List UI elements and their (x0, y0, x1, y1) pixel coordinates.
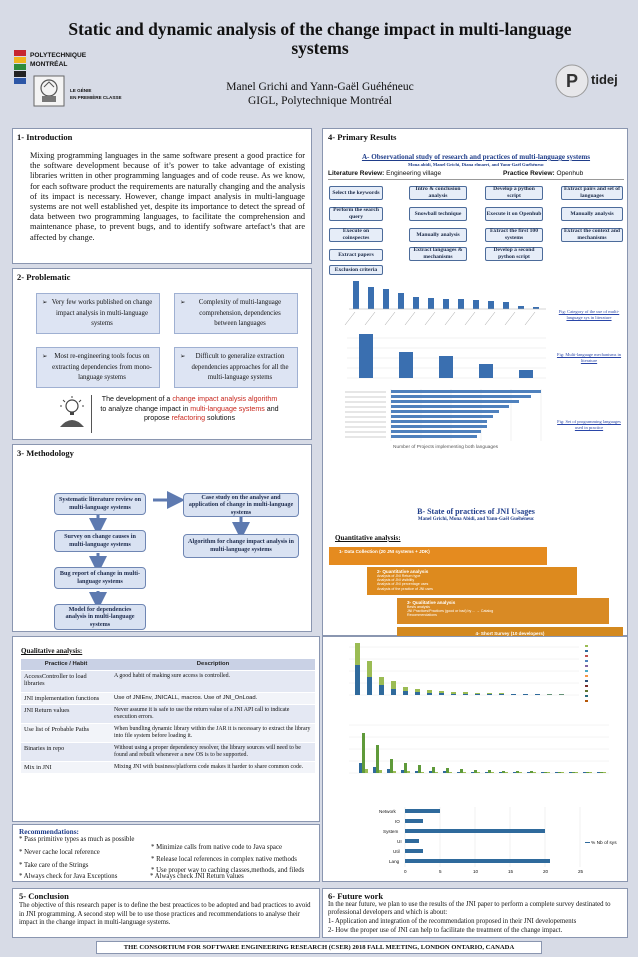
problem-box-1-text: Very few works published on change impact analysis in multi-language systems (51, 299, 153, 327)
introduction-title: 1- Introduction (17, 132, 73, 142)
chart-bar (415, 692, 420, 695)
chart-bar (446, 768, 449, 773)
chart-bar (391, 390, 541, 393)
bottom-chart-tick-5: 5 (439, 869, 442, 874)
chart-bar (391, 681, 396, 689)
chart-bar (387, 769, 390, 773)
literature-review-key: Literature Review: (328, 170, 385, 177)
chart-bar (503, 302, 509, 309)
chart-bar (547, 772, 550, 773)
chart-bar (368, 287, 374, 309)
chart-bar (541, 772, 544, 773)
table-cell: Use of JNIEnv, JNICALL, macros. Use of JNI_OnLoad. (111, 693, 315, 705)
table-cell: AccessController to load libraries (21, 671, 111, 693)
results-title: 4- Primary Results (328, 132, 397, 142)
method-step-1: Systematic literature review on multi-language systems (54, 493, 146, 515)
problem-box-2-text: Complexity of multi-language comprehension, dependencies between languages (198, 299, 282, 327)
chart-bar (355, 665, 360, 695)
seal-icon (32, 74, 66, 108)
chart-bar (405, 859, 550, 863)
chart-bar (547, 695, 552, 696)
chart-bar (355, 643, 360, 665)
table-cell: A good habit of making sure access is controlled. (111, 671, 315, 693)
languages-hbar-chart-bars (391, 390, 541, 438)
practice-review-value: Openhub (554, 170, 584, 177)
chart-bar (391, 420, 487, 423)
flow-c4-1: Extract pairs and set of languages (561, 186, 623, 200)
footer (96, 941, 542, 954)
conclusion-text: The objective of this research paper is to define the best preactices to be adopted and bad practices to avoid in JNI programming. A second step will be to use those practices and recommendations to analyse their impact in the change impact in multi-language systems. (19, 902, 311, 927)
chart-bar (502, 771, 505, 773)
chart-bar (379, 685, 384, 695)
chart-bar (479, 364, 493, 378)
chart-bar (401, 770, 404, 773)
practice-review-key: Practice Review: (503, 170, 555, 177)
chart-bar (499, 772, 502, 773)
table-cell: Mixing JNI with business/platform code makes it harder to share common code. (111, 762, 315, 774)
chart-bar (533, 772, 536, 773)
chart-bar (379, 677, 384, 685)
reco-left-2: * Never cache local reference (19, 849, 100, 856)
bottom-chart-cat-network: Network (379, 809, 396, 814)
chart-bar (403, 691, 408, 695)
chart-bar (427, 693, 432, 695)
chart-bar (527, 772, 530, 773)
flow-c2-4: Extract languages & mechanisms (409, 247, 467, 261)
goal-highlight-refactoring: refactoring (171, 414, 206, 423)
chart-bar (519, 772, 522, 773)
mechanisms-bar-chart-bars (359, 334, 533, 378)
reco-right-4: * Always check JNI Return values (150, 873, 244, 880)
reco-right-1: * Minimize calls from native code to Java space (151, 844, 282, 851)
jni-stacked-legend (585, 645, 588, 702)
method-step-2: Survey on change causes in multi-language systems (54, 530, 146, 552)
bottom-chart-tick-10: 10 (473, 869, 479, 874)
chart-bar (499, 694, 504, 695)
goal-box (91, 395, 279, 433)
bottom-chart-legend (585, 841, 617, 846)
flow-c4-2: Manually analysis (561, 207, 623, 221)
reco-left-3: * Take care of the Strings (19, 862, 89, 869)
table-row (21, 743, 315, 762)
chart-bar (589, 772, 592, 773)
logo-motto-line2: EN PREMIÈRE CLASSE (70, 95, 122, 100)
bottom-chart-cat-util: Util (393, 849, 400, 854)
caption-languages: Fig: Set of programming languages used in practice (557, 419, 621, 430)
chart-bar (403, 687, 408, 691)
quantitative-label: Quantitative analysis: (335, 534, 401, 542)
chart-bar (463, 692, 468, 694)
literature-review-value: Engineering village (384, 170, 442, 177)
table-row (21, 705, 315, 724)
chart-bar (513, 772, 516, 773)
flow-c2-3: Manually analysis (409, 228, 467, 242)
chart-bar (359, 334, 373, 378)
goal-highlight-algorithm: change impact analysis algorithm (172, 395, 278, 403)
flow-c4-3: Extract the context and mechanisms (561, 228, 623, 242)
chart-bar (405, 829, 545, 833)
reco-right-2: * Release local references in complex native methods (151, 856, 297, 863)
category-bar-chart-bars (353, 281, 539, 309)
chart-bar (404, 763, 407, 773)
step-4-title: 4- Short Survey (10 developers) (475, 631, 545, 636)
flow-c3-2: Execute it on Openhub (485, 207, 543, 221)
languages-hbar-chart (331, 387, 551, 451)
chart-bar (451, 692, 456, 694)
table-cell: Without using a proper dependency resolver, the library sources will need to be found and rebuilt whenever a new OS is to be supported. (111, 743, 315, 762)
future-work-line2: 1- Application and integration of the recommendation proposed in their JNI developements (328, 918, 577, 925)
affiliation: GIGL, Polytechnique Montréal (247, 95, 393, 107)
flow-exclusion: Exclusion criteria (329, 265, 383, 275)
goal-part7: solutions (205, 414, 236, 423)
method-step-4: Model for dependencies analysis in multi-language systems (54, 604, 146, 630)
review-divider (328, 179, 624, 180)
future-work-line1: In the near future, we plan to use the results of the JNI paper to perform a complete survey destinated to professional developers and which is about: (328, 901, 611, 917)
poster-title: Static and dynamic analysis of the change impact in multi-language systems (68, 19, 572, 58)
chart-bar (391, 405, 509, 408)
step-1-title: 1- Data Collection (20 JNI systems + JDK) (339, 549, 430, 554)
chart-bar (432, 767, 435, 773)
chart-bar (555, 772, 558, 773)
chart-bar (391, 689, 396, 695)
chart-bar (405, 839, 419, 843)
chart-bar (365, 769, 368, 773)
table-cell: JNI implementation functions (21, 693, 111, 705)
table-cell: Mix in JNI (21, 762, 111, 774)
bottom-chart-tick-20: 20 (543, 869, 549, 874)
table-row (21, 671, 315, 693)
flow-c1-4: Extract papers (329, 249, 383, 261)
chart-bar (391, 415, 493, 418)
chart-bar (499, 693, 504, 694)
introduction-text: Mixing programming languages in the same software present a good practice for the software development because of it’s power to take advantage of existing libraries written in other programming languages and of code reuse. As we know, for each software product the requirements are naturally changing and the analysis of its impact is necessary. However, change impact analysis in multi-language systems are not well established yet, despite its importance to detect the spread of data between two programming languages, to facilitate the comprehension and maintenance phase, to prevent bugs, and to identify software artefact’s that are affected by change. (30, 151, 305, 242)
jni-stacked-bar-chart-bars (355, 643, 564, 695)
legend-text: % Nb of sys (591, 841, 617, 846)
methodology-panel (12, 444, 312, 632)
chart-bar (421, 772, 424, 773)
chart-bar (533, 307, 539, 309)
table-cell: Use list of Probable Paths (21, 724, 111, 743)
results-a-title: A- Observational study of research and practices of multi-language systems (361, 153, 591, 161)
chart-bar (362, 733, 365, 773)
bottom-chart-tick-0: 0 (404, 869, 407, 874)
method-algorithm: Algorithm for change impact analysis in multi-language systems (183, 534, 299, 558)
chart-bar (439, 691, 444, 693)
goal-part3: to analyze change impact in (100, 404, 191, 413)
conclusion-title: 5- Conclusion (19, 891, 69, 901)
chart-bar (460, 769, 463, 773)
problem-box-4: ➢ Difficult to generalize extraction dependencies approaches for all the multi-language systems (174, 347, 298, 388)
chart-bar (530, 771, 533, 773)
lightbulb-person-icon (53, 395, 91, 429)
conclusion-panel (12, 888, 320, 938)
method-step-3: Bug report of change in multi-language systems (54, 567, 146, 589)
chart-bar (457, 772, 460, 773)
problem-box-2: ➢ Complexity of multi-language comprehension, dependencies between languages (174, 293, 298, 334)
bottom-chart-cat-system: System (383, 829, 399, 834)
chart-bar (390, 759, 393, 773)
chart-bar (439, 356, 453, 378)
chart-bar (376, 745, 379, 773)
table-row (21, 762, 315, 774)
chart-bar (544, 772, 547, 773)
problem-box-3-text: Most re-engineering tools focus on extracting dependencies from mono-language systems (52, 353, 152, 381)
chart-bar (367, 677, 372, 695)
chart-bar (463, 694, 468, 695)
problem-box-4-text: Difficult to generalize extraction dependencies approaches for all the multi-language systems (191, 353, 289, 381)
step-3-sub-1: Bests analysis (407, 605, 430, 609)
step-2-sub-1: Analysis of JNI Return type (377, 574, 421, 578)
chart-bar (427, 690, 432, 693)
chart-bar (353, 281, 359, 309)
chart-bar (399, 352, 413, 378)
chart-bar (391, 400, 519, 403)
future-work-title: 6- Future work (328, 891, 384, 901)
chart-bar (559, 694, 564, 695)
results-a-authors: Mona abidi, Manel Grichi, Diana elmaeri, and Yann-Gaël Guéhéneuc (408, 162, 544, 167)
problem-box-1: ➢ Very few works published on change impact analysis in multi-language systems (36, 293, 160, 334)
chart-bar (415, 771, 418, 773)
bottom-chart-tick-25: 25 (578, 869, 584, 874)
practices-table (21, 659, 315, 774)
chart-bar (458, 299, 464, 309)
step-1 (329, 547, 547, 565)
chart-bar (439, 693, 444, 695)
table-header-practice: Practice / Habit (21, 659, 111, 671)
jni-grouped-bar-chart-bars (359, 733, 606, 773)
table-header-description: Description (111, 659, 315, 671)
chart-bar (487, 694, 492, 695)
future-work-line3: 2- How the proper use of JNI can help to facilitate the treatment of the change impact. (328, 927, 563, 934)
chart-bar (391, 435, 477, 438)
chart-bar (523, 694, 528, 695)
chart-bar (443, 771, 446, 773)
table-cell: When bundling dynamic library within the JAR it is necessary to extract the library into file system before loading it. (111, 724, 315, 743)
chart-bar (415, 689, 420, 692)
chart-bar (575, 772, 578, 773)
qualitative-panel (12, 636, 320, 822)
chart-bar (413, 297, 419, 309)
step-3-title: 3- Qualitative analysis (407, 600, 456, 605)
chart-bar (407, 771, 410, 773)
flow-c1-2: Perform the search query (329, 207, 383, 221)
chart-bar (547, 694, 552, 695)
ptidej-logo (553, 56, 629, 106)
bottom-chart-tick-15: 15 (508, 869, 514, 874)
methodology-title: 3- Methodology (17, 448, 74, 458)
table-row (21, 724, 315, 743)
chart-bar (373, 767, 376, 773)
chart-bar (383, 289, 389, 309)
footer-text: THE CONSORTIUM FOR SOFTWARE ENGINEERING RESEARCH (CSER) 2018 FALL MEETING, LONDON ONTARIO, CANADA (123, 944, 515, 951)
flow-c3-1: Develop a python script (485, 186, 543, 200)
logo-motto-line1: LE GÉNIE (70, 88, 92, 93)
chart-bar (516, 771, 519, 773)
chart-bar (572, 772, 575, 773)
chart-bar (451, 694, 456, 695)
table-cell: Binaries in repo (21, 743, 111, 762)
chart-bar (491, 772, 494, 773)
chart-bar (367, 661, 372, 677)
goal-part5: and propose (143, 404, 279, 423)
table-cell: Never assume it is safe to use the return value of a JNI API call to indicate execution errors. (111, 705, 315, 724)
chart-bar (511, 694, 516, 695)
results-panel (322, 128, 628, 636)
logo-name-line1: POLYTECHNIQUE (30, 52, 87, 59)
chart-bar (418, 765, 421, 773)
chart-bar (463, 772, 466, 773)
chart-bar (405, 849, 423, 853)
problematic-panel (12, 268, 312, 440)
chart-bar (391, 425, 487, 428)
flow-c2-1: Intro & conclusion analysis (409, 186, 467, 200)
method-case-study: Case study on the analyse and application of change in multi-language systems (183, 493, 299, 517)
chart-bar (391, 430, 481, 433)
chart-bar (429, 771, 432, 773)
ptidej-logo-text: tidej (591, 72, 618, 87)
qualitative-label: Qualitative analysis: (21, 647, 83, 655)
chart-bar (435, 772, 438, 773)
chart-bar (475, 694, 480, 695)
polytechnique-logo (14, 50, 134, 112)
chart-bar (558, 772, 561, 773)
chart-bar (600, 772, 603, 773)
problematic-title: 2- Problematic (17, 272, 71, 282)
chart-bar (586, 772, 589, 773)
bottom-chart-cat-ui: UI (397, 839, 402, 844)
introduction-panel (12, 128, 312, 264)
reco-left-4: * Always check for Java Exceptions (19, 873, 118, 880)
bottom-chart-cat-io: IO (395, 819, 400, 824)
step-2-sub-2: Analysis of JNI visibility (377, 578, 415, 583)
step-2-sub-4: Analysis of the practice of JNI uses (377, 586, 433, 591)
chart-bar (583, 772, 586, 773)
svg-text:P: P (565, 71, 579, 91)
author-names: Manel Grichi and Yann-Gaël Guéhéneuc (226, 81, 414, 93)
jni-grouped-bar-chart (339, 719, 629, 799)
table-cell: JNI Return values (21, 705, 111, 724)
chart-bar (518, 306, 524, 309)
literature-review-label (328, 170, 441, 177)
legend-swatch (585, 842, 590, 843)
jni-stacked-bar-chart (339, 639, 629, 717)
step-2-title: 2- Quantitative analysis (377, 569, 429, 574)
chart-bar (597, 772, 600, 773)
chart-bar (428, 298, 434, 309)
chart-bar (477, 772, 480, 773)
logo-name-line2: MONTRÉAL (30, 61, 68, 68)
chart-bar (359, 763, 362, 773)
reco-right-3: * Use proper way to caching classes,methods, and fileds (151, 867, 305, 874)
chart-bar (405, 819, 423, 823)
chart-bar (485, 772, 488, 773)
hbar-xlabel: Number of Projects implementing both languages (393, 445, 499, 450)
chart-bar (391, 410, 499, 413)
chart-bar (393, 771, 396, 773)
caption-category: Fig: Category of the use of multi-language sys in literature (558, 309, 620, 320)
problem-box-3: ➢ Most re-engineering tools focus on extracting dependencies from mono-language systems (36, 347, 160, 388)
goal-highlight-systems: multi-language systems (190, 404, 265, 413)
chart-bar (449, 772, 452, 773)
authors (150, 80, 490, 108)
flow-c1-3: Execute on coinspectes (329, 228, 383, 242)
chart-bar (488, 770, 491, 773)
chart-bar (559, 695, 564, 696)
chart-bar (379, 770, 382, 773)
chart-bar (505, 772, 508, 773)
chart-bar (391, 395, 531, 398)
chart-bar (519, 370, 533, 378)
results-b-authors: Manel Grichi, Mona Abidi, and Yann-Gaël Guéhéneuc (417, 517, 535, 522)
table-row (21, 693, 315, 705)
chart-bar (405, 809, 440, 813)
flow-c3-3: Extract the first 100 systems (485, 228, 543, 242)
chart-bar (535, 694, 540, 695)
category-bar-chart (331, 279, 551, 329)
step-2 (367, 567, 577, 595)
chart-bar (443, 299, 449, 309)
chart-bar (569, 772, 572, 773)
flow-c3-4: Develop a second python script (485, 247, 543, 261)
chart-bar (561, 772, 564, 773)
chart-bar (398, 293, 404, 309)
flow-c1-1: Select the keywords (329, 186, 383, 200)
recommendations-title: Recommendations: (19, 827, 79, 836)
bottom-chart-cat-lang: Lang (389, 859, 400, 864)
chart-bar (474, 770, 477, 773)
step-3-sub-2: JNI Practices/Practices (good or bad) by ... → Catalog (407, 609, 494, 614)
reco-left-1: * Pass primitive types as much as possible (19, 836, 135, 843)
chart-bar (471, 772, 474, 773)
chart-bar (603, 772, 606, 773)
jni-category-hbar-bars (405, 809, 550, 863)
flow-c2-2: Snowball technique (409, 207, 467, 221)
step-3-sub-3: Recommendations (407, 613, 437, 618)
chart-bar (488, 301, 494, 309)
future-work-panel (322, 888, 628, 938)
chart-bar (473, 300, 479, 309)
chart-bar (487, 693, 492, 694)
step-2-sub-3: Analysis of JNI percentage uses (377, 582, 429, 587)
jni-charts-panel (322, 636, 628, 882)
logo-color-bars (14, 50, 26, 84)
caption-mechanisms: Fig: Multi-language mechanisms in literature (556, 352, 622, 363)
mechanisms-bar-chart (331, 332, 551, 384)
goal-part1: The development of a (101, 395, 173, 403)
practice-review-label (503, 170, 583, 177)
step-3 (397, 598, 609, 624)
results-b-title: B- State of practices of JNI Usages (417, 507, 535, 516)
chart-bar (475, 693, 480, 694)
